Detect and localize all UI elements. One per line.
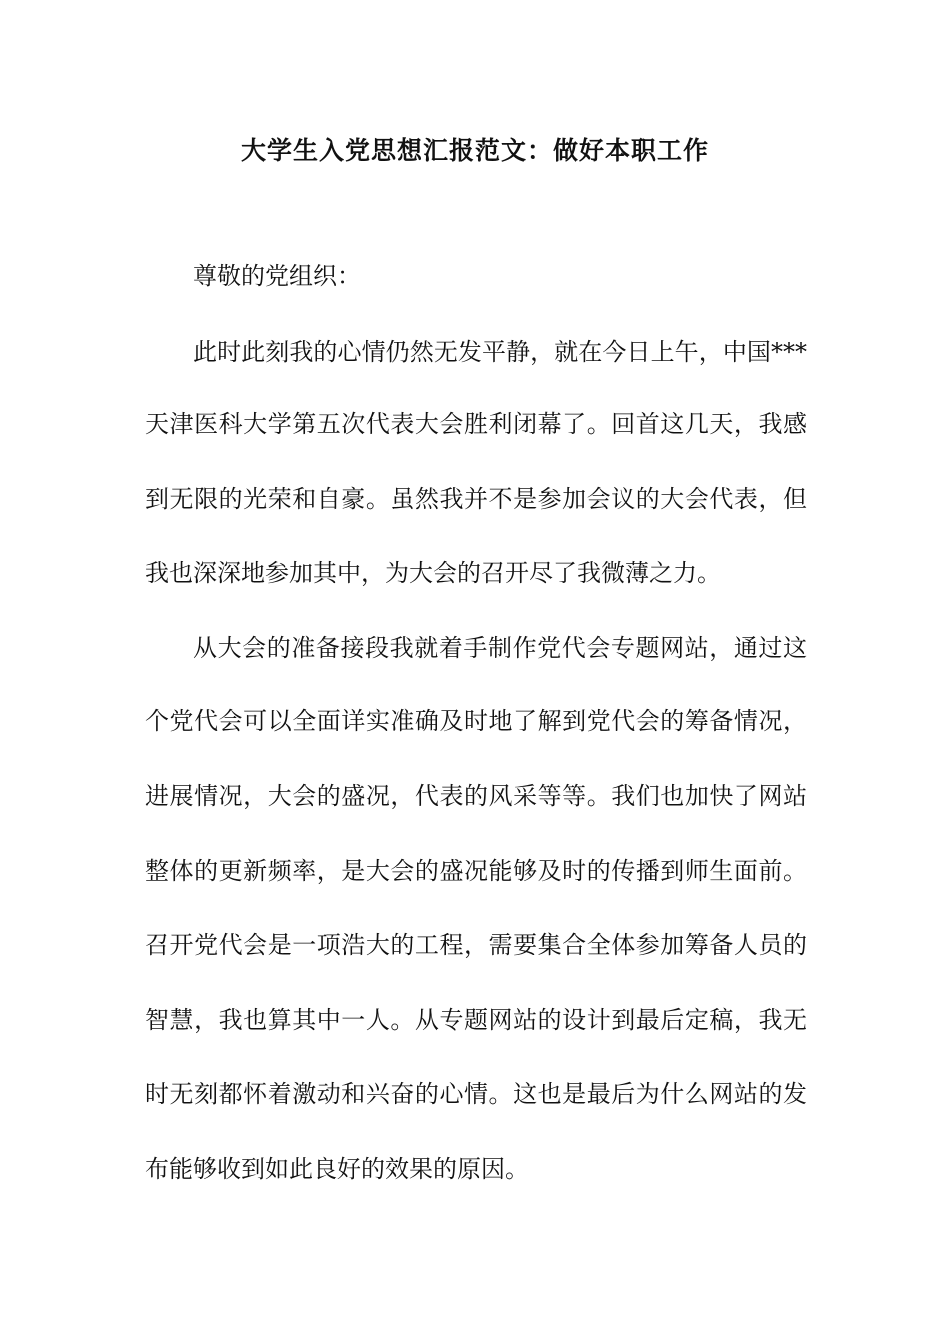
document-title: 大学生入党思想汇报范文：做好本职工作 xyxy=(240,136,709,165)
paragraph-2-line-7: 时无刻都怀着激动和兴奋的心情。这也是最后为什么网站的发 xyxy=(145,1080,807,1108)
paragraph-2-line-1: 从大会的准备接段我就着手制作党代会专题网站，通过这 xyxy=(193,634,807,662)
paragraph-1-line-2: 天津医科大学第五次代表大会胜利闭幕了。回首这几天，我感 xyxy=(145,410,807,438)
paragraph-2-line-2: 个党代会可以全面详实准确及时地了解到党代会的筹备情况， xyxy=(145,707,807,735)
paragraph-2-line-5: 召开党代会是一项浩大的工程，需要集合全体参加筹备人员的 xyxy=(145,931,807,959)
paragraph-2-line-8: 布能够收到如此良好的效果的原因。 xyxy=(145,1155,529,1183)
paragraph-1-line-1: 此时此刻我的心情仍然无发平静，就在今日上午，中国*** xyxy=(193,338,807,366)
paragraph-2-line-4: 整体的更新频率，是大会的盛况能够及时的传播到师生面前。 xyxy=(145,857,807,885)
paragraph-2-line-6: 智慧，我也算其中一人。从专题网站的设计到最后定稿，我无 xyxy=(145,1006,807,1034)
paragraph-2-line-3: 进展情况，大会的盛况，代表的风采等等。我们也加快了网站 xyxy=(145,782,807,810)
paragraph-1-line-4: 我也深深地参加其中，为大会的召开尽了我微薄之力。 xyxy=(145,559,721,587)
paragraph-1-line-3: 到无限的光荣和自豪。虽然我并不是参加会议的大会代表，但 xyxy=(145,485,807,513)
salutation: 尊敬的党组织： xyxy=(193,262,361,290)
